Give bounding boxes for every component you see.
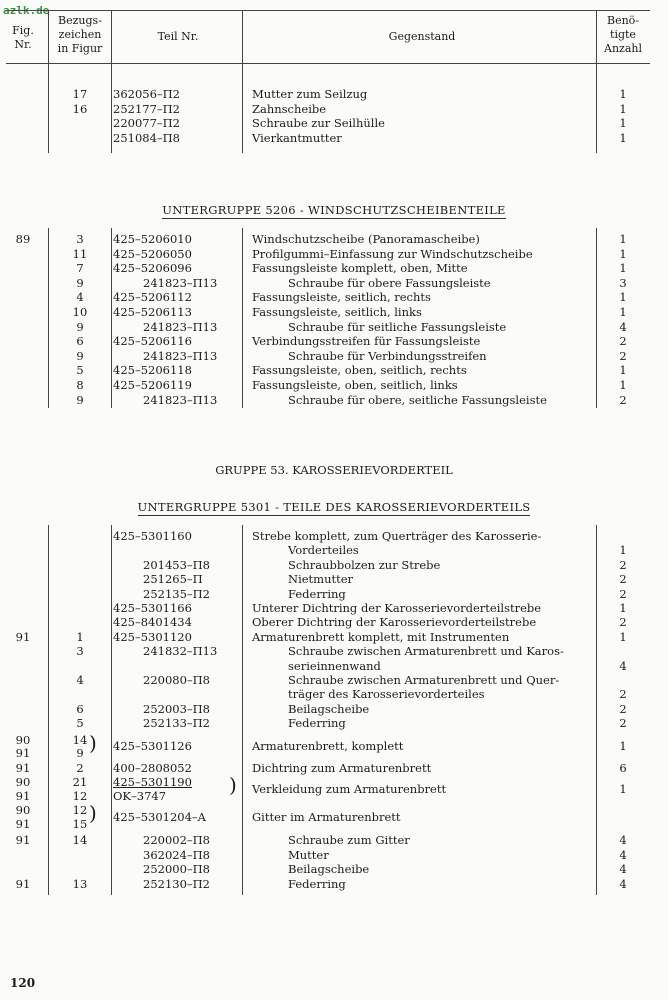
header-desc: Gegenstand <box>388 30 456 43</box>
description: Fassungsleiste, oben, seitlich, links <box>252 378 458 392</box>
part-number: 252130–П2 <box>143 876 210 891</box>
table-row <box>0 276 668 290</box>
part-number: 241823–П13 <box>143 319 218 334</box>
description: Gitter im Armaturenbrett <box>252 810 401 824</box>
ref-number: 9 <box>76 746 84 760</box>
quantity: 2 <box>619 701 627 716</box>
brace-symbol: ) <box>89 801 97 825</box>
quantity: 1 <box>619 543 627 558</box>
description: Beilagscheibe <box>288 701 370 716</box>
header-col-divider <box>48 10 49 63</box>
quantity: 1 <box>619 305 627 319</box>
ref-number: 15 <box>72 817 88 831</box>
part-number: 425–5206118 <box>113 363 192 378</box>
part-number: 425–5301126 <box>113 739 192 753</box>
part-number: OK–3747 <box>113 789 167 803</box>
table-row <box>0 393 668 407</box>
description: Verbindungsstreifen für Fassungsleiste <box>252 334 481 349</box>
ref-number: 4 <box>76 290 84 305</box>
description: Fassungsleiste, seitlich, links <box>252 305 422 319</box>
part-number: 425–5301160 <box>113 529 192 543</box>
table-row <box>0 261 668 275</box>
part-number: 425–5206096 <box>113 261 192 276</box>
table-row <box>0 378 668 392</box>
ref-number: 21 <box>72 775 88 789</box>
table-row <box>0 673 668 687</box>
quantity: 1 <box>619 363 627 378</box>
part-number: 425–5206119 <box>113 378 192 392</box>
table-row <box>0 761 668 775</box>
table-row <box>0 131 668 145</box>
table-row <box>0 232 668 246</box>
ref-number: 3 <box>76 232 84 246</box>
description: Zahnscheibe <box>252 101 327 116</box>
ref-number: 4 <box>76 673 84 687</box>
quantity: 6 <box>619 761 627 775</box>
quantity: 4 <box>619 876 627 891</box>
ref-number: 12 <box>72 803 88 817</box>
quantity: 4 <box>619 833 627 847</box>
description: Verkleidung zum Armaturenbrett <box>252 782 447 796</box>
fig-number: 90 <box>15 733 31 747</box>
quantity: 1 <box>619 629 627 644</box>
quantity: 2 <box>619 392 627 407</box>
quantity: 1 <box>619 87 627 101</box>
fig-number: 91 <box>15 833 31 847</box>
ref-number: 17 <box>72 87 88 101</box>
ref-number: 13 <box>72 876 88 891</box>
quantity: 1 <box>619 739 627 753</box>
section-title-5206: UNTERGRUPPE 5206 - WINDSCHUTZSCHEIBENTEILE <box>162 203 506 217</box>
fig-number: 91 <box>15 746 31 760</box>
ref-number: 10 <box>72 305 88 319</box>
header-part: Teil Nr. <box>157 30 199 43</box>
quantity: 2 <box>619 687 627 702</box>
fig-number: 90 <box>15 775 31 789</box>
description: Dichtring zum Armaturenbrett <box>252 761 432 775</box>
quantity: 3 <box>619 275 627 290</box>
part-number: 425–5206050 <box>113 246 192 261</box>
part-number: 220077–П2 <box>113 116 180 131</box>
quantity: 1 <box>619 130 627 145</box>
description: Schraubbolzen zur Strebe <box>288 557 441 572</box>
ref-number: 14 <box>72 733 88 747</box>
brace-symbol: ) <box>89 731 97 755</box>
quantity: 2 <box>619 716 627 731</box>
description: Windschutzscheibe (Panoramascheibe) <box>252 232 480 246</box>
description: Nietmutter <box>288 572 354 587</box>
part-number: 425–5206113 <box>113 305 192 319</box>
part-number: 425–5301166 <box>113 601 192 615</box>
header-col-divider <box>242 10 243 63</box>
part-number: 252135–П2 <box>143 586 210 601</box>
description: Fassungsleiste, oben, seitlich, rechts <box>252 363 467 378</box>
part-number: 425–5301120 <box>113 629 192 644</box>
part-number: 425–5206010 <box>113 232 192 246</box>
table-row <box>0 644 668 658</box>
part-number: 201453–П8 <box>143 557 210 572</box>
table-row <box>0 320 668 334</box>
quantity: 4 <box>619 847 627 862</box>
description: Mutter <box>288 847 329 862</box>
fig-number: 91 <box>15 789 31 803</box>
quantity: 1 <box>619 290 627 305</box>
part-number: 220002–П8 <box>143 833 210 847</box>
description: Fassungsleiste komplett, oben, Mitte <box>252 261 468 276</box>
header-fig: Fig. Nr. <box>12 24 34 51</box>
ref-number: 1 <box>76 629 84 644</box>
table-row <box>0 587 668 601</box>
description: Federring <box>288 876 346 891</box>
description: träger des Karosserievorderteiles <box>288 687 485 702</box>
table-row <box>0 833 668 847</box>
header-bottom-rule <box>6 63 650 64</box>
header-col-divider <box>596 10 597 63</box>
page-number: 120 <box>10 976 36 990</box>
ref-number: 9 <box>76 275 84 290</box>
table-row <box>0 247 668 261</box>
description: Schraube für seitliche Fassungsleiste <box>288 319 507 334</box>
quantity: 1 <box>619 601 627 615</box>
part-number: 425–8401434 <box>113 615 192 630</box>
fig-number: 91 <box>15 761 31 775</box>
description: Unterer Dichtring der Karosserievorderteilstrebe <box>252 601 542 615</box>
description: Vierkantmutter <box>252 130 342 145</box>
table-row <box>0 716 668 730</box>
part-number: 400–2808052 <box>113 761 192 775</box>
description: Schraube zwischen Armaturenbrett und Karos- <box>288 644 564 659</box>
part-number: 425–5301204–A <box>113 810 206 824</box>
quantity: 1 <box>619 101 627 116</box>
quantity: 2 <box>619 334 627 349</box>
part-number: 252133–П2 <box>143 716 210 731</box>
table-row <box>0 363 668 377</box>
description: Schraube zur Seilhülle <box>252 116 385 131</box>
description: Schraube zum Gitter <box>288 833 410 847</box>
part-number: 252003–П8 <box>143 701 210 716</box>
part-number: 241823–П13 <box>143 348 218 363</box>
part-number: 220080–П8 <box>143 673 210 687</box>
table-row <box>0 615 668 629</box>
brace-symbol: ) <box>229 773 237 797</box>
ref-number: 14 <box>72 833 88 847</box>
table-row <box>0 543 668 557</box>
ref-number: 3 <box>76 644 84 659</box>
description: Armaturenbrett komplett, mit Instrumenten <box>252 629 510 644</box>
fig-number: 91 <box>15 629 31 644</box>
ref-number: 8 <box>76 378 84 392</box>
table-row <box>0 305 668 319</box>
table-row <box>0 558 668 572</box>
quantity: 1 <box>619 116 627 131</box>
description: Federring <box>288 716 346 731</box>
table-row <box>0 572 668 586</box>
description: Profilgummi–Einfassung zur Windschutzscheibe <box>252 246 533 261</box>
quantity: 1 <box>619 378 627 392</box>
table-row <box>0 862 668 876</box>
quantity: 4 <box>619 862 627 876</box>
table-row <box>0 102 668 116</box>
part-number: 241832–П13 <box>143 644 218 659</box>
description: Mutter zum Seilzug <box>252 87 368 101</box>
part-number: 362024–П8 <box>143 847 210 862</box>
ref-number: 5 <box>76 363 84 378</box>
section-title-5301: UNTERGRUPPE 5301 - TEILE DES KAROSSERIEVORDERTEILS <box>137 500 531 514</box>
part-number: 362056–П2 <box>113 87 180 101</box>
quantity: 2 <box>619 348 627 363</box>
ref-number: 9 <box>76 319 84 334</box>
header-col-divider <box>111 10 112 63</box>
header-ref: Bezugs- zeichen in Figur <box>57 14 103 55</box>
table-row <box>0 702 668 716</box>
table-row <box>0 630 668 644</box>
quantity: 1 <box>619 232 627 246</box>
part-number: 425–5301190 <box>113 775 192 789</box>
table-row <box>0 877 668 891</box>
description: Fassungsleiste, seitlich, rechts <box>252 290 431 305</box>
part-number: 425–5206112 <box>113 290 192 305</box>
quantity: 1 <box>619 782 627 796</box>
ref-number: 7 <box>76 261 84 276</box>
description: serieinnenwand <box>288 658 381 673</box>
table-row <box>0 290 668 304</box>
ref-number: 6 <box>76 334 84 349</box>
quantity: 2 <box>619 615 627 630</box>
ref-number: 6 <box>76 701 84 716</box>
watermark: azlk.de <box>3 4 50 17</box>
part-number: 425–5206116 <box>113 334 192 349</box>
quantity: 2 <box>619 572 627 587</box>
table-row <box>0 116 668 130</box>
ref-number: 9 <box>76 392 84 407</box>
ref-number: 11 <box>72 246 88 261</box>
table-row <box>0 87 668 101</box>
part-number: 252177–П2 <box>113 101 180 116</box>
quantity: 4 <box>619 658 627 673</box>
description: Vorderteiles <box>288 543 359 558</box>
table-row <box>0 659 668 673</box>
fig-number: 90 <box>15 803 31 817</box>
header-top-rule <box>6 10 650 11</box>
table-row <box>0 529 668 543</box>
part-number: 241823–П13 <box>143 275 218 290</box>
description: Schraube zwischen Armaturenbrett und Quer- <box>288 673 560 687</box>
part-number: 251084–П8 <box>113 130 180 145</box>
part-number: 241823–П13 <box>143 392 218 407</box>
ref-number: 9 <box>76 348 84 363</box>
description: Federring <box>288 586 346 601</box>
header-qty: Benö- tigte Anzahl <box>604 14 642 55</box>
quantity: 4 <box>619 319 627 334</box>
fig-number: 91 <box>15 876 31 891</box>
ref-number: 12 <box>72 789 88 803</box>
fig-number: 91 <box>15 817 31 831</box>
ref-number: 2 <box>76 761 84 775</box>
quantity: 1 <box>619 261 627 276</box>
part-number: 252000–П8 <box>143 862 210 876</box>
table-row <box>0 848 668 862</box>
table-row <box>0 334 668 348</box>
table-row <box>0 601 668 615</box>
part-number: 251265–П <box>143 572 203 587</box>
table-row <box>0 349 668 363</box>
description: Armaturenbrett, komplett <box>252 739 404 753</box>
ref-number: 16 <box>72 101 88 116</box>
quantity: 2 <box>619 586 627 601</box>
description: Schraube für obere Fassungsleiste <box>288 275 491 290</box>
description: Schraube für obere, seitliche Fassungsleiste <box>288 392 547 407</box>
ref-number: 5 <box>76 716 84 731</box>
description: Schraube für Verbindungsstreifen <box>288 348 487 363</box>
table-row <box>0 687 668 701</box>
description: Beilagscheibe <box>288 862 370 876</box>
quantity: 2 <box>619 557 627 572</box>
quantity: 1 <box>619 246 627 261</box>
description: Oberer Dichtring der Karosserievorderteilstrebe <box>252 615 537 630</box>
description: Strebe komplett, zum Querträger des Karosserie- <box>252 529 542 543</box>
fig-number: 89 <box>15 232 31 246</box>
group-title-53: GRUPPE 53. KAROSSERIEVORDERTEIL <box>215 463 453 477</box>
